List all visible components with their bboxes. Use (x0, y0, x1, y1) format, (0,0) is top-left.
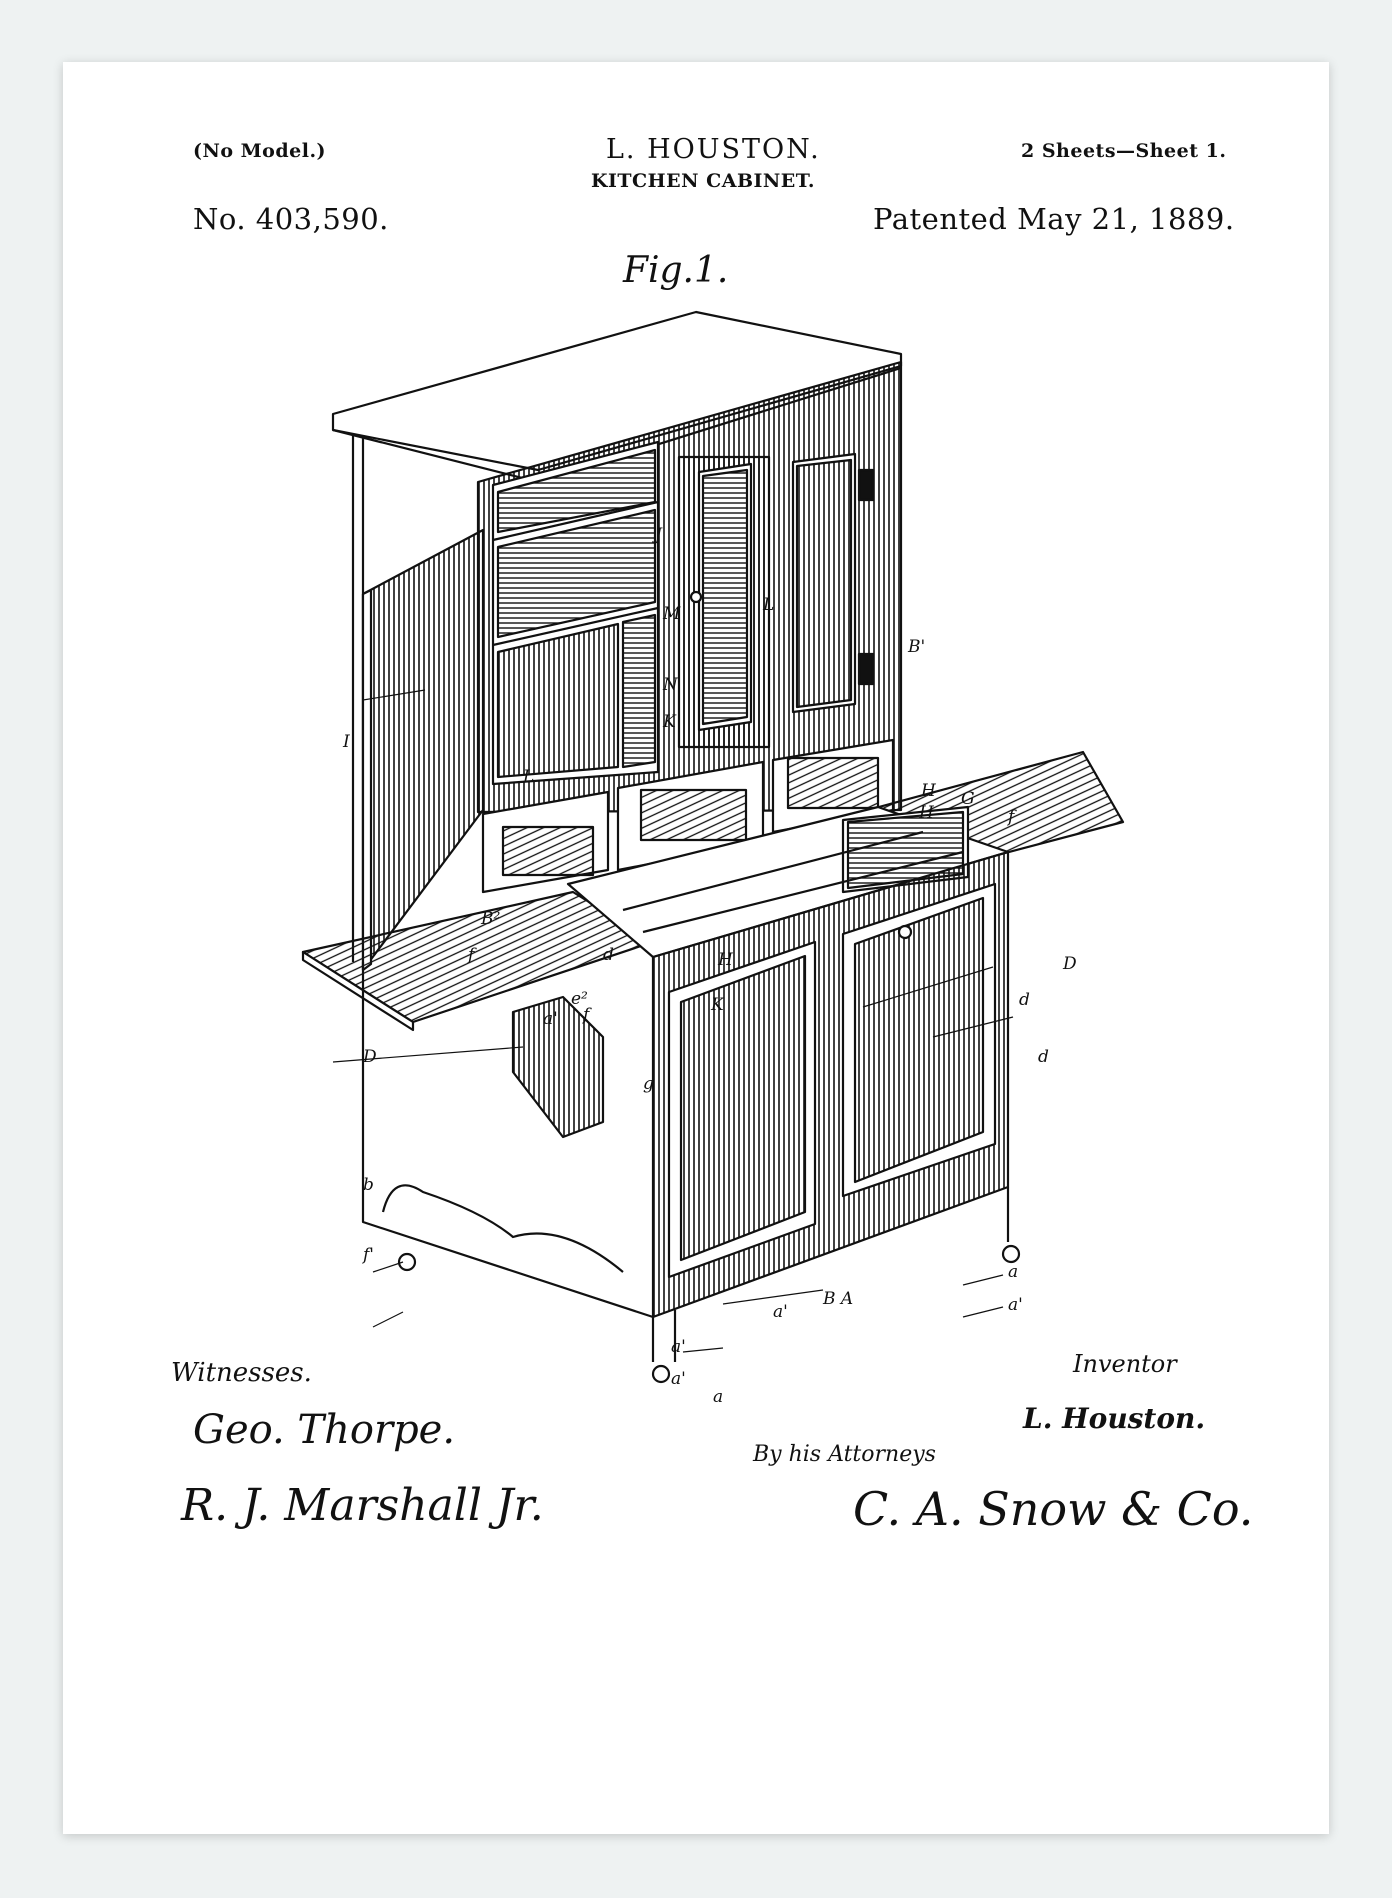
reference-letter: a' (1008, 1295, 1023, 1315)
witness-signature-1: Geo. Thorpe. (193, 1407, 456, 1453)
reference-letter: d (1019, 990, 1030, 1010)
inventor-name: L. HOUSTON. (606, 134, 821, 165)
reference-letter: f' (363, 1245, 374, 1265)
patent-number: No. 403,590. (193, 202, 389, 236)
inventor-signature: L. Houston. (1023, 1402, 1206, 1435)
reference-letter: G (961, 789, 975, 809)
reference-letter: L (523, 767, 535, 787)
reference-letter: a' (543, 1009, 558, 1029)
attorneys-label: By his Attorneys (753, 1442, 936, 1467)
witness-signature-2: R. J. Marshall Jr. (181, 1480, 544, 1531)
reference-letter: H (718, 950, 733, 970)
reference-letter: e² (571, 989, 588, 1009)
reference-letter: M (663, 604, 681, 624)
sheet-count: 2 Sheets—Sheet 1. (1021, 140, 1227, 162)
reference-letter: H (919, 803, 934, 823)
reference-letter: g (643, 1074, 654, 1094)
reference-letter: a' (671, 1337, 686, 1357)
reference-letter: H (921, 781, 936, 801)
model-note: (No Model.) (193, 140, 327, 162)
reference-letter: B A (823, 1289, 854, 1309)
reference-letter: I (343, 732, 350, 752)
reference-letter: D (363, 1047, 377, 1067)
reference-letter: f (583, 1005, 590, 1025)
patent-title: KITCHEN CABINET. (591, 170, 816, 192)
reference-letter: D (1063, 954, 1077, 974)
reference-letter: a' (671, 1369, 686, 1389)
reference-letter: d (603, 945, 614, 965)
reference-letter: f (1008, 807, 1015, 827)
reference-letter: B' (908, 637, 926, 657)
patent-date: Patented May 21, 1889. (873, 202, 1235, 236)
reference-letter: b (363, 1175, 374, 1195)
reference-letter: B² (481, 909, 501, 929)
attorney-signature: C. A. Snow & Co. (853, 1482, 1254, 1536)
cabinet-drawing (63, 62, 1329, 1834)
reference-letter: f (468, 945, 475, 965)
witnesses-label: Witnesses. (171, 1358, 312, 1388)
reference-letter: d (1038, 1047, 1049, 1067)
reference-letter: K (663, 712, 676, 732)
reference-letter: a' (773, 1302, 788, 1322)
inventor-label: Inventor (1073, 1350, 1177, 1378)
reference-letter: a (1008, 1262, 1019, 1282)
reference-letter: N (663, 675, 678, 695)
patent-sheet (63, 62, 1329, 1834)
reference-letter: J (655, 525, 662, 545)
reference-letter: K (711, 995, 724, 1015)
reference-letter: L (763, 595, 775, 615)
figure-label: Fig.1. (623, 250, 729, 291)
reference-letter: a (713, 1387, 724, 1407)
